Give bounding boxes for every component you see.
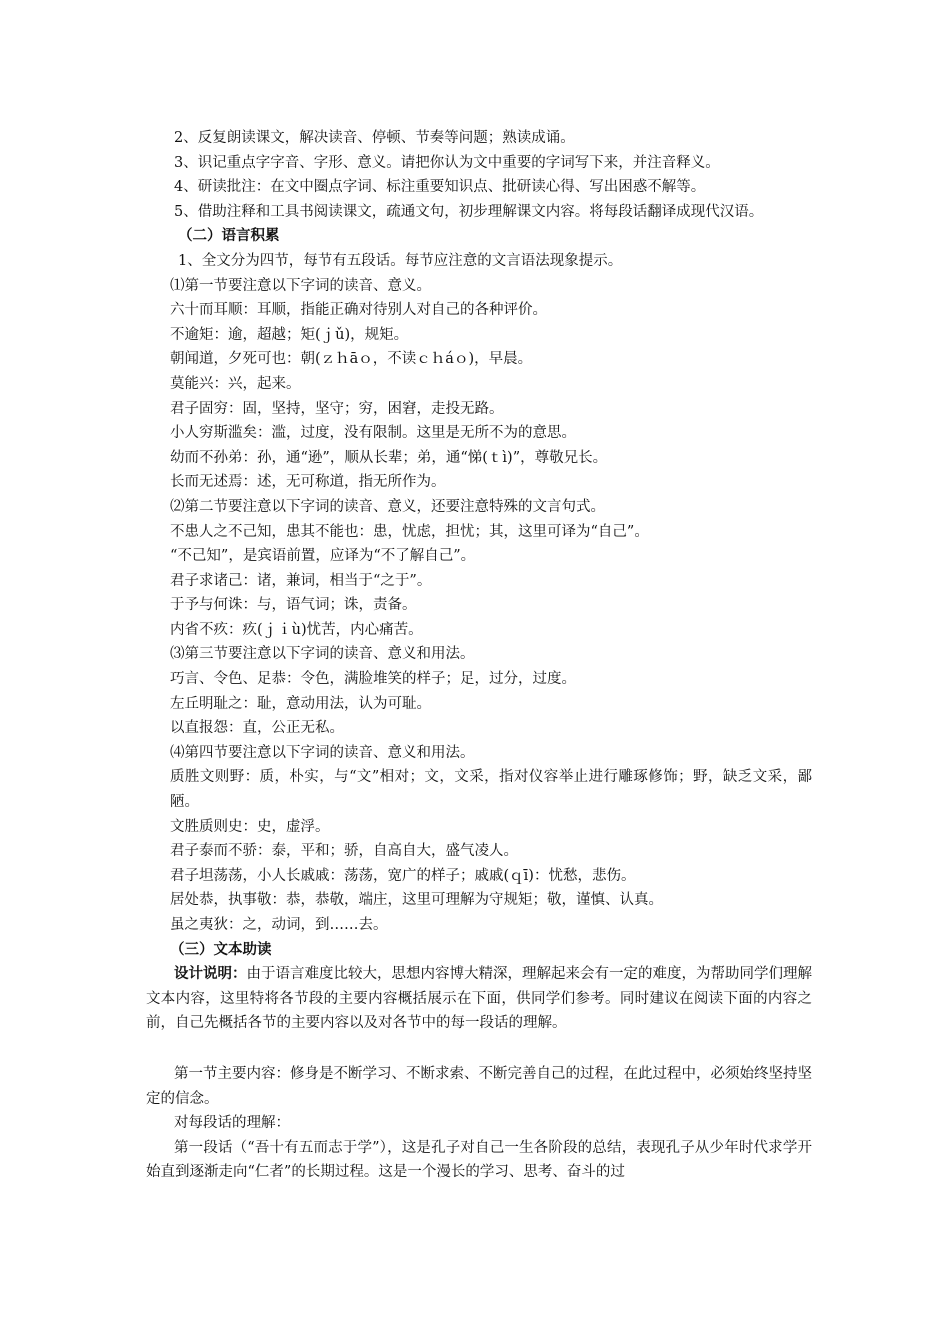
text-paragraph: 5、借助注释和工具书阅读课文，疏通文句，初步理解课文内容。将每段话翻译成现代汉语。 — [174, 203, 764, 220]
section-heading: （三）文本助读 — [170, 941, 272, 958]
text-line: 1、全文分为四节，每节有五段话。每节应注意的文言语法现象提示。 — [178, 252, 623, 269]
text-line: 3、识记重点字字音、字形、意义。请把你认为文中重要的字词写下来，并注音释义。 — [174, 154, 720, 171]
paragraph-gap — [146, 1036, 812, 1062]
text-line: 君子坦荡荡，小人长戚戚：荡荡，宽广的样子；戚戚(ｑī)：忧愁，悲伤。 — [170, 867, 636, 884]
text-line: ⑵第二节要注意以下字词的读音、意义，还要注意特殊的文言句式。 — [170, 498, 605, 515]
text-line: 4、研读批注：在文中圈点字词、标注重要知识点、批研读心得、写出困惑不解等。 — [174, 179, 706, 196]
design-note-text: 由于语言难度比较大，思想内容博大精深，理解起来会有一定的难度，为帮助同学们理解文本内容，这里特将各节段的主要内容概括展示在下面，供同学们参考。同时建议在阅读下面的内容之前，自己先概括各节的主要内容以及对各节中的每一段话的理解。 — [146, 966, 812, 1032]
text-line: 文胜质则史：史，虚浮。 — [170, 818, 330, 835]
text-line: 以直报怨：直，公正无私。 — [170, 720, 344, 737]
text-line: 巧言、令色、足恭：令色，满脸堆笑的样子；足，过分，过度。 — [170, 671, 576, 688]
text-line: 莫能兴：兴，起来。 — [170, 375, 301, 392]
text-line: 君子泰而不骄：泰，平和；骄，自高自大，盛气凌人。 — [170, 843, 518, 860]
text-line: 2、反复朗读课文，解决读音、停顿、节奏等问题；熟读成诵。 — [174, 130, 575, 146]
text-paragraph: 第一节主要内容：修身是不断学习、不断求索、不断完善自己的过程，在此过程中，必须始终坚持坚定的信念。 — [146, 1065, 812, 1107]
text-line: 朝闻道，夕死可也：朝(ｚｈāｏ，不读ｃｈáｏ)，早晨。 — [170, 351, 533, 368]
text-paragraph: 质胜文则野：质，朴实，与“文”相对；文，文采，指对仪容举止进行雕琢修饰；野，缺乏文采，鄙陋。 — [170, 769, 812, 811]
text-line: 不患人之不己知，患其不能也：患，忧虑，担忧；其，这里可译为“自己”。 — [170, 523, 649, 540]
text-line: ⑷第四节要注意以下字词的读音、意义和用法。 — [170, 744, 475, 761]
section-heading: （二）语言积累 — [178, 228, 280, 245]
text-line: 居处恭，执事敬：恭，恭敬，端庄，这里可理解为守规矩；敬，谨慎、认真。 — [170, 892, 663, 909]
text-line: 于予与何诛：与，语气词；诛，责备。 — [170, 597, 417, 614]
text-line: 君子固穷：固，坚持，坚守；穷，困窘，走投无路。 — [170, 400, 504, 417]
text-line: ⑴第一节要注意以下字词的读音、意义。 — [170, 277, 431, 294]
document-body — [146, 126, 812, 1185]
text-paragraph: 第一段话（“吾十有五而志于学”），这是孔子对自己一生各阶段的总结，表现孔子从少年时代求学开始直到逐渐走向“仁者”的长期过程。这是一个漫长的学习、思考、奋斗的过 — [146, 1139, 812, 1181]
text-line: 对每段话的理解： — [174, 1115, 290, 1132]
text-line: “不己知”，是宾语前置，应译为“不了解自己”。 — [170, 548, 476, 565]
text-line: ⑶第三节要注意以下字词的读音、意义和用法。 — [170, 646, 475, 663]
text-line: 君子求诸己：诸，兼词，相当于“之于”。 — [170, 572, 432, 589]
text-line: 小人穷斯滥矣：滥，过度，没有限制。这里是无所不为的意思。 — [170, 425, 576, 442]
text-line: 长而无述焉：述，无可称道，指无所作为。 — [170, 474, 446, 491]
design-note-paragraph — [146, 962, 812, 1036]
text-line: 虽之夷狄：之，动词，到……去。 — [170, 917, 388, 933]
text-line: 六十而耳顺：耳顺，指能正确对待别人对自己的各种评价。 — [170, 302, 547, 319]
text-line: 内省不疚：疚(ｊｉù)忧苦，内心痛苦。 — [170, 621, 423, 638]
text-line: 幼而不孙弟：孙，通“逊”，顺从长辈；弟，通“悌(ｔì)”，尊敬兄长。 — [170, 449, 608, 466]
text-line: 左丘明耻之：耻，意动用法，认为可耻。 — [170, 695, 431, 712]
design-note-label: 设计说明： — [174, 966, 247, 983]
text-line: 不逾矩：逾，超越；矩(ｊǔ)，规矩。 — [170, 326, 409, 343]
